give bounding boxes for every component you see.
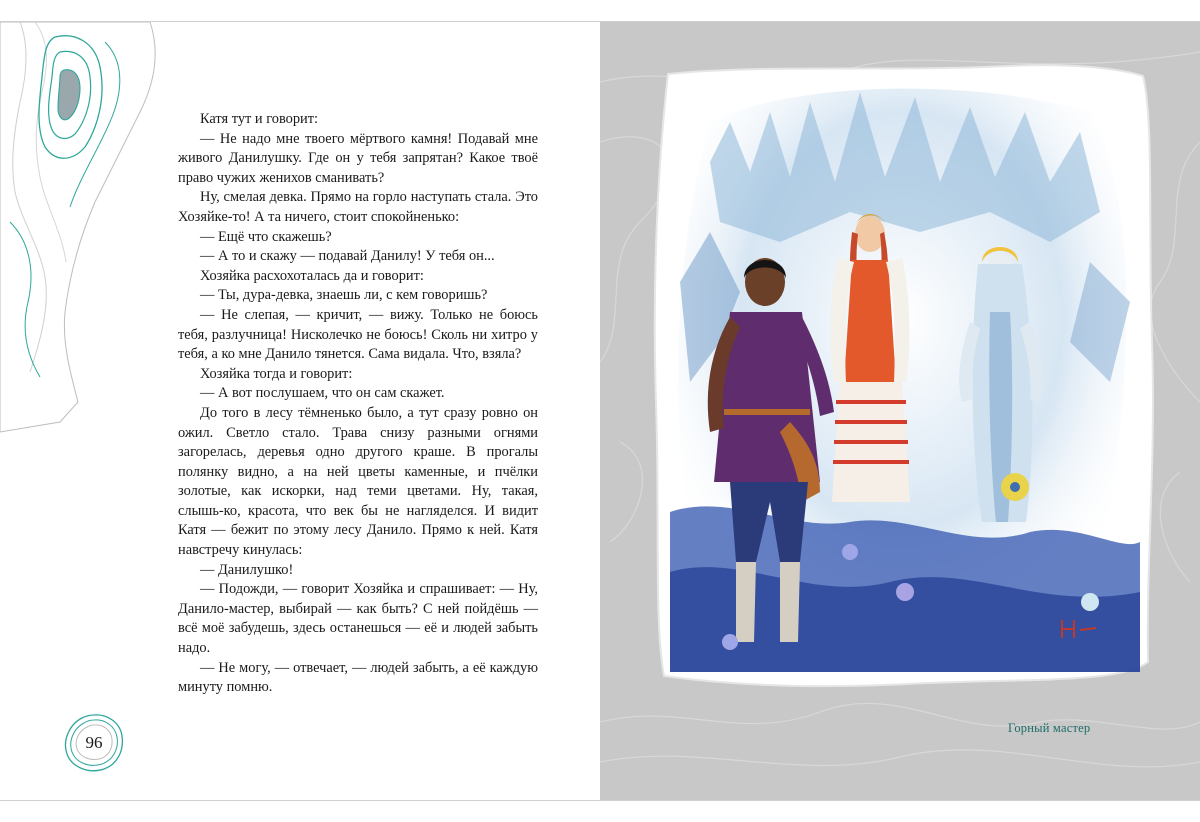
contour-map-decoration — [0, 22, 200, 442]
running-title: Горный мастер — [1008, 721, 1091, 735]
paragraph: — Данилушко! — [200, 561, 294, 578]
paragraph: — Ещё что скажешь? — [200, 228, 332, 245]
paragraph: — Ты, дура-девка, знаешь ли, с кем говоришь? — [200, 287, 488, 304]
paragraph: — Не надо мне твоего мёртвого камня! Подавай мне живого Данилушку. Где он у тебя запрятан? Какое твоё право чужих женихов сманивать? — [178, 130, 538, 186]
page-number-badge — [62, 712, 126, 774]
paragraph: Хозяйка расхохоталась да и говорит: — [200, 267, 424, 284]
paragraph: — А вот послушаем, что он сам скажет. — [200, 385, 445, 402]
paragraph: — Не могу, — отвечает, — людей забыть, а её каждую минуту помню. — [178, 659, 538, 696]
book-spread — [0, 22, 1200, 800]
paragraph: До того в лесу тёмненько было, а тут сразу ровно он ожил. Светло стало. Трава снизу разными огнями загорелась, деревья одно другого краше. В прогалы полянку видно, а на ней цветы каменные, и пчёлки золотые, как искорки, над теми цветами. Ну, такая, слышь-ко, красота, что век бы не нагляделся. И видит Катя — бежит по этому лесу Данило. Прямо к ней. Катя навстречу кинулась: — [178, 404, 538, 559]
paragraph: Ну, смелая девка. Прямо на горло наступать стала. Это Хозяйке-то! А та ничего, стоит спокойненько: — [178, 189, 538, 225]
paragraph: — Не слепая, — кричит, — вижу. Только не боюсь тебя, разлучница! Нисколечко не боюсь! Сколь ни хитро у тебя, а ко мне Данило тянется. Сама видала. Что, взяла? — [178, 306, 538, 363]
paragraph: Катя тут и говорит: — [200, 111, 319, 127]
paragraph: — А то и скажу — подавай Данилу! У тебя он... — [200, 248, 495, 265]
story-illustration — [670, 82, 1140, 672]
right-page — [600, 22, 1200, 800]
story-text — [178, 110, 538, 698]
left-page — [0, 22, 600, 800]
paragraph: Хозяйка тогда и говорит: — [200, 365, 353, 382]
paragraph: — Подожди, — говорит Хозяйка и спрашивает: — Ну, Данило-мастер, выбирай — как быть? С ней пойдёшь — всё моё забудешь, здесь останешься — её и людей забыть надо. — [178, 581, 538, 657]
page-number: 96 — [85, 733, 103, 752]
